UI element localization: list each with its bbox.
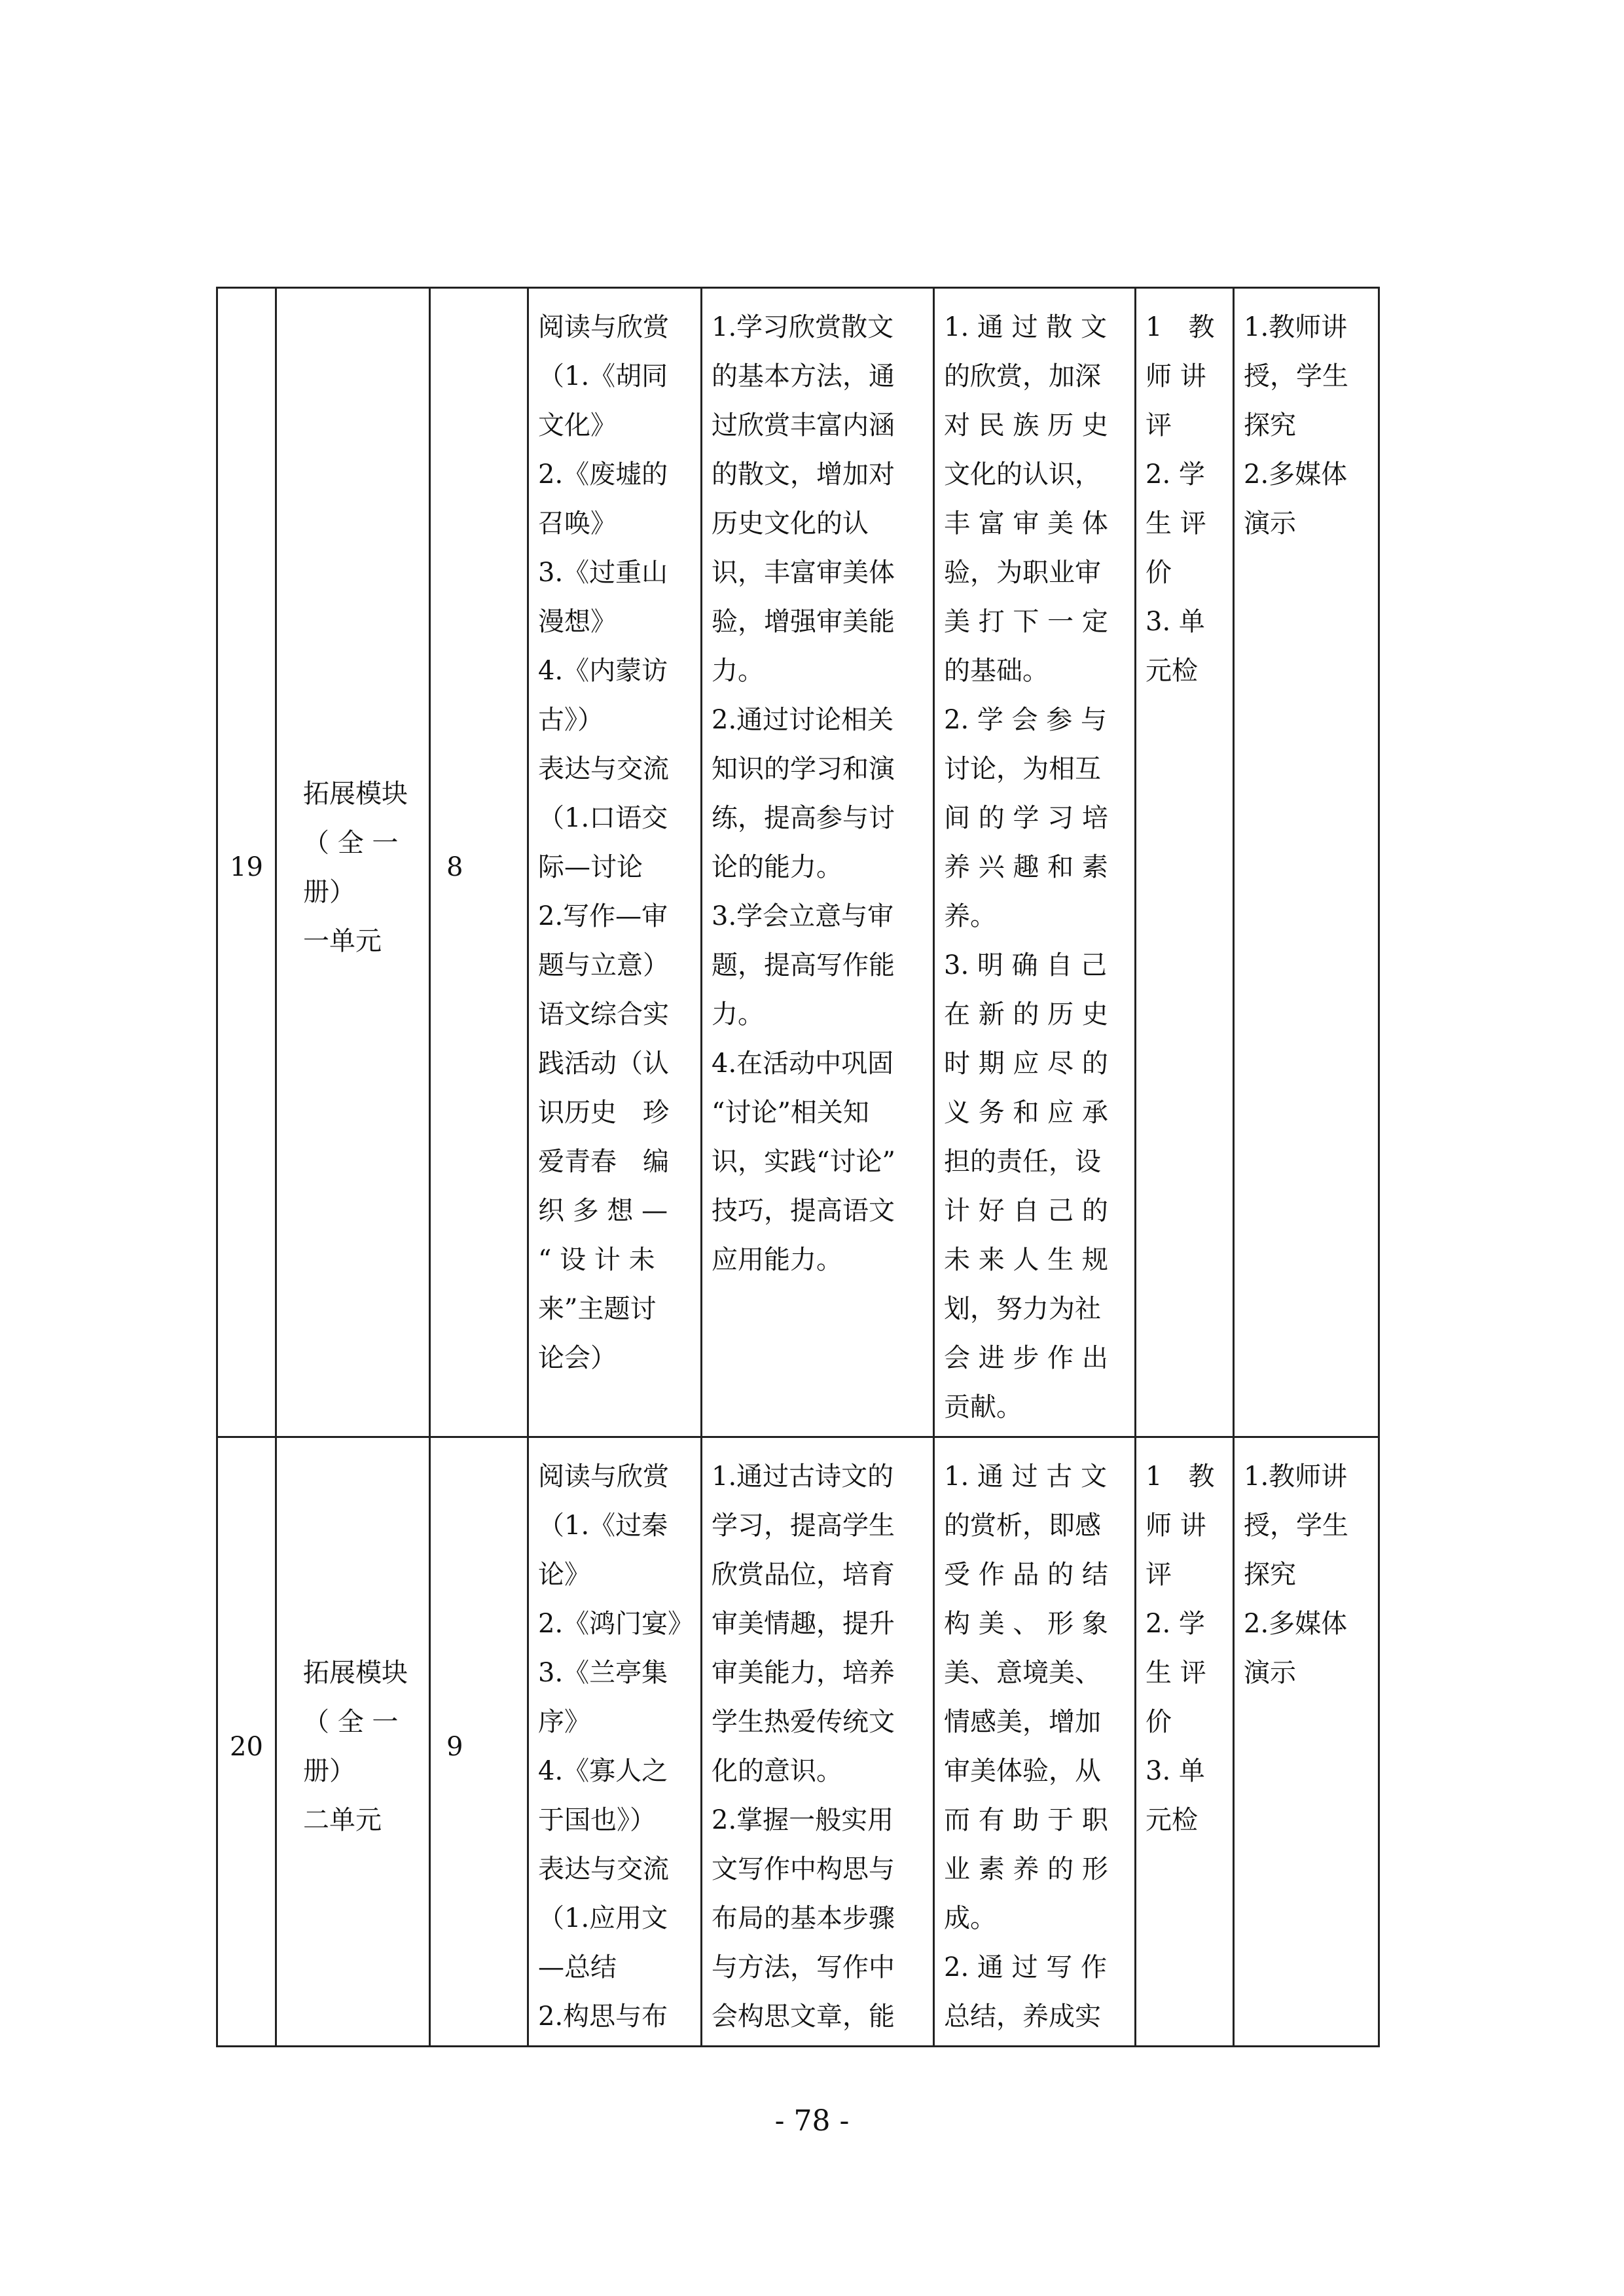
page-number: - 78 -: [774, 2104, 850, 2138]
cell-line: 师 讲: [1146, 361, 1206, 391]
cell-line: 识，实践“讨论”: [712, 1147, 895, 1177]
cell-line: 表达与交流: [538, 1854, 669, 1884]
cell-line: 语文综合实: [538, 999, 669, 1030]
cell-line: 3.学会立意与审: [712, 901, 894, 931]
cell-line: 1.通过古诗文的: [712, 1462, 894, 1492]
cell-line: 业 素 养 的 形: [944, 1854, 1108, 1884]
cell-line: 古》）: [538, 705, 604, 735]
cell-line: 于国也》）: [538, 1805, 656, 1835]
cell-line: 的欣赏，加深: [944, 361, 1101, 391]
cell-line: 元检: [1146, 656, 1198, 686]
cell-line: 授，学生: [1244, 361, 1348, 391]
row-number-cell: 19: [217, 288, 276, 1437]
cell-line: 来”主题讨: [538, 1294, 657, 1324]
cell-line: 2. 学: [1146, 459, 1205, 490]
cell-line: 论会）: [538, 1343, 617, 1373]
cell-line: 文化》: [538, 410, 617, 440]
table-row: [217, 1437, 1379, 2047]
cell-line: 2.通过讨论相关: [712, 705, 894, 735]
teaching-method-cell: [1234, 288, 1379, 1437]
cell-line: 2. 学: [1146, 1609, 1205, 1639]
cell-line: 2. 通 过 写 作: [944, 1952, 1108, 1982]
cell-line: 题，提高写作能: [712, 950, 895, 980]
cell-line: —总结: [538, 1952, 617, 1982]
cell-line: 的基本方法，通: [712, 361, 895, 391]
teaching-method-cell: [1234, 1437, 1379, 2047]
hours-cell: 9: [430, 1437, 528, 2047]
cell-line: 2.构思与布: [538, 2001, 668, 2032]
cell-line: 养。: [944, 901, 996, 931]
cell-line: 担的责任，设: [944, 1147, 1101, 1177]
hours-cell: 8: [430, 288, 528, 1437]
cell-line: 1 教: [1146, 1462, 1215, 1492]
cell-line: 1.教师讲: [1244, 1462, 1348, 1492]
cell-line: 一单元: [303, 925, 382, 956]
cell-line: 阅读与欣赏: [538, 312, 669, 342]
cell-line: 二单元: [303, 1805, 382, 1835]
cell-line: 探究: [1244, 1560, 1296, 1590]
cell-line: 的赏析，即感: [944, 1511, 1101, 1541]
cell-line: 阅读与欣赏: [538, 1462, 669, 1492]
table-row: [217, 288, 1379, 1437]
cell-line: 审美情趣，提升: [712, 1609, 895, 1639]
cell-line: 构 美 、 形 象: [944, 1609, 1108, 1639]
cell-line: “ 设 计 未: [538, 1245, 655, 1275]
cell-line: 验，增强审美能: [712, 607, 895, 637]
module-cell: [276, 1437, 430, 2047]
cell-line: 际—讨论: [538, 852, 643, 882]
cell-line: 织 多 想 —: [538, 1196, 668, 1226]
cell-line: 论》: [538, 1560, 590, 1590]
cell-line: 3. 明 确 自 己: [944, 950, 1108, 980]
cell-line: 授，学生: [1244, 1511, 1348, 1541]
knowledge-goals-cell: [702, 1437, 934, 2047]
cell-line: 师 讲: [1146, 1511, 1206, 1541]
cell-line: 贡献。: [944, 1392, 1022, 1422]
cell-line: 2.多媒体: [1244, 1609, 1348, 1639]
cell-line: 审美能力，培养: [712, 1658, 895, 1688]
cell-line: 价: [1146, 558, 1172, 588]
assessment-cell: [1136, 1437, 1234, 2047]
cell-line: 过欣赏丰富内涵: [712, 410, 895, 440]
cell-line: 美 打 下 一 定: [944, 607, 1108, 637]
syllabus-table: [216, 287, 1380, 2047]
cell-line: 2.《废墟的: [538, 459, 668, 490]
content-cell: [528, 1437, 702, 2047]
cell-line: 题与立意）: [538, 950, 669, 980]
cell-line: 时 期 应 尽 的: [944, 1049, 1108, 1079]
cell-line: 技巧，提高语文: [712, 1196, 895, 1226]
cell-line: 与方法，写作中: [712, 1952, 895, 1982]
cell-line: 对 民 族 历 史: [944, 410, 1108, 440]
cell-line: （ 全 一: [303, 827, 399, 858]
cell-line: 1. 通 过 散 文: [944, 312, 1108, 342]
cell-line: 漫想》: [538, 607, 617, 637]
cell-line: 力。: [712, 999, 764, 1030]
cell-line: 验，为职业审: [944, 558, 1101, 588]
cell-line: 养 兴 趣 和 素: [944, 852, 1108, 882]
cell-line: 元检: [1146, 1805, 1198, 1835]
cell-line: （1.《胡同: [538, 361, 668, 391]
cell-line: 文写作中构思与: [712, 1854, 895, 1884]
content-cell: [528, 288, 702, 1437]
cell-line: 的基础。: [944, 656, 1049, 686]
cell-line: 计 好 自 己 的: [944, 1196, 1108, 1226]
cell-line: 练，提高参与讨: [712, 803, 895, 833]
cell-line: 召唤》: [538, 509, 617, 539]
cell-line: 3.《兰亭集: [538, 1658, 668, 1688]
quality-goals-cell: [934, 1437, 1136, 2047]
cell-line: 学习，提高学生: [712, 1511, 895, 1541]
cell-line: 2.《鸿门宴》: [538, 1609, 695, 1639]
cell-line: 未 来 人 生 规: [944, 1245, 1108, 1275]
cell-line: 评: [1146, 410, 1172, 440]
cell-line: 审美体验，从: [944, 1756, 1101, 1786]
assessment-cell: [1136, 288, 1234, 1437]
cell-line: 会构思文章，能: [712, 2001, 895, 2032]
cell-line: 1.学习欣赏散文: [712, 312, 894, 342]
cell-line: 爱青春 编: [538, 1147, 669, 1177]
cell-line: 文化的认识，: [944, 459, 1101, 490]
cell-line: 2.掌握一般实用: [712, 1805, 894, 1835]
cell-line: 受 作 品 的 结: [944, 1560, 1108, 1590]
cell-line: 3. 单: [1146, 1756, 1205, 1786]
cell-line: 而 有 助 于 职: [944, 1805, 1108, 1835]
cell-line: 情感美，增加: [944, 1707, 1101, 1737]
cell-line: 讨论，为相互: [944, 754, 1101, 784]
cell-line: 4.在活动中巩固: [712, 1049, 894, 1079]
cell-line: 生 评: [1146, 509, 1206, 539]
cell-line: 论的能力。: [712, 852, 842, 882]
cell-line: 布局的基本步骤: [712, 1903, 895, 1933]
cell-line: 知识的学习和演: [712, 754, 895, 784]
cell-line: 识历史 珍: [538, 1098, 669, 1128]
cell-line: 美、意境美、: [944, 1658, 1101, 1688]
cell-line: 3.《过重山: [538, 558, 668, 588]
cell-line: 践活动（认: [538, 1049, 669, 1079]
cell-line: 拓展模块: [303, 1658, 408, 1688]
cell-line: 识，丰富审美体: [712, 558, 895, 588]
cell-line: 丰 富 审 美 体: [944, 509, 1108, 539]
cell-line: 4.《内蒙访: [538, 656, 668, 686]
cell-line: 的散文，增加对: [712, 459, 895, 490]
cell-line: （ 全 一: [303, 1707, 399, 1737]
cell-line: 序》: [538, 1707, 590, 1737]
cell-line: （1.应用文: [538, 1903, 668, 1933]
cell-line: 应用能力。: [712, 1245, 842, 1275]
cell-line: 2.写作—审: [538, 901, 668, 931]
knowledge-goals-cell: [702, 288, 934, 1437]
cell-line: 义 务 和 应 承: [944, 1098, 1108, 1128]
cell-line: 欣赏品位，培育: [712, 1560, 895, 1590]
cell-line: 学生热爱传统文: [712, 1707, 895, 1737]
cell-line: 会 进 步 作 出: [944, 1343, 1108, 1373]
cell-line: 价: [1146, 1707, 1172, 1737]
cell-line: 1. 通 过 古 文: [944, 1462, 1108, 1492]
cell-line: 3. 单: [1146, 607, 1205, 637]
row-number-cell: 20: [217, 1437, 276, 2047]
quality-goals-cell: [934, 288, 1136, 1437]
cell-line: 演示: [1244, 509, 1296, 539]
cell-line: 历史文化的认: [712, 509, 869, 539]
cell-line: 生 评: [1146, 1658, 1206, 1688]
module-cell: [276, 288, 430, 1437]
cell-line: 1 教: [1146, 312, 1215, 342]
cell-line: “讨论”相关知: [712, 1098, 869, 1128]
cell-line: 册）: [303, 876, 355, 907]
cell-line: 1.教师讲: [1244, 312, 1348, 342]
cell-line: 在 新 的 历 史: [944, 999, 1108, 1030]
cell-line: 2. 学 会 参 与: [944, 705, 1108, 735]
cell-line: 表达与交流: [538, 754, 669, 784]
cell-line: （1.《过秦: [538, 1511, 668, 1541]
cell-line: 间 的 学 习 培: [944, 803, 1108, 833]
cell-line: 2.多媒体: [1244, 459, 1348, 490]
cell-line: 拓展模块: [303, 778, 408, 809]
cell-line: 力。: [712, 656, 764, 686]
cell-line: 总结，养成实: [944, 2001, 1101, 2032]
cell-line: 探究: [1244, 410, 1296, 440]
cell-line: 划，努力为社: [944, 1294, 1101, 1324]
cell-line: 成。: [944, 1903, 996, 1933]
cell-line: 演示: [1244, 1658, 1296, 1688]
cell-line: 册）: [303, 1756, 355, 1786]
cell-line: 评: [1146, 1560, 1172, 1590]
cell-line: （1.口语交: [538, 803, 668, 833]
cell-line: 4.《寡人之: [538, 1756, 668, 1786]
cell-line: 化的意识。: [712, 1756, 842, 1786]
